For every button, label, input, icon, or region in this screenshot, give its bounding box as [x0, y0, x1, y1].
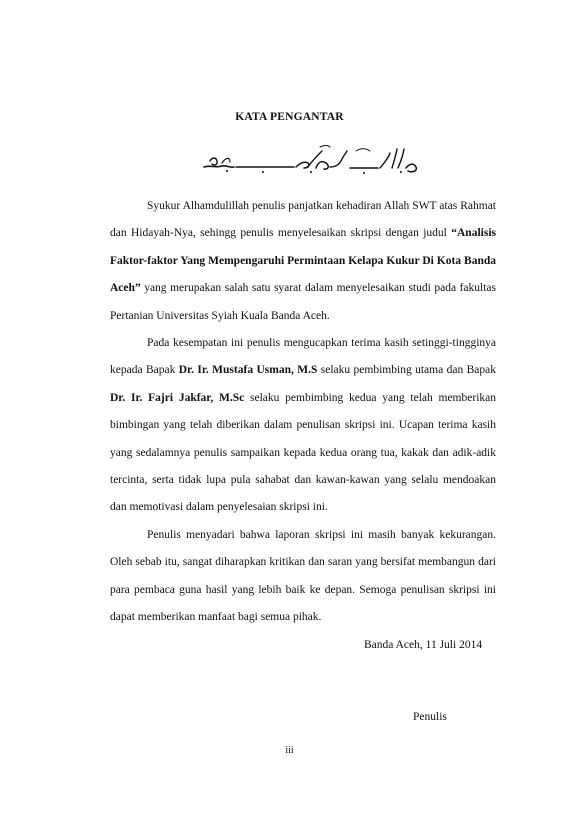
text-run: Penulis menyadari bahwa laporan skripsi ini masih banyak kekurangan. Oleh sebab itu, sangat diharapkan kritikan dan saran yang bersifat membangun dari para pembaca guna hasil yang lebih baik ke depan. Semoga penulisan skripsi ini dapat memberikan manfaat bagi semua pihak. [110, 528, 496, 624]
text-run: selaku pembimbing kedua yang telah memberikan bimbingan yang telah diberikan dalam penulisan skripsi ini. Ucapan terima kasih yang sedalamnya penulis sampaikan kepada kedua orang tua, kakak dan adik-adik tercinta, serta tidak lupa pula sahabat dan kawan-kawan yang selalu mendoakan dan memotivasi dalam penyelesaian skripsi ini. [110, 391, 496, 514]
paragraph [110, 522, 496, 632]
basmala-calligraphy [200, 143, 422, 177]
signer-label: Penulis [413, 711, 447, 723]
paragraph [110, 193, 496, 330]
paragraph [110, 330, 496, 522]
place-date: Banda Aceh, 11 Juli 2014 [364, 639, 483, 651]
supervisor-name: Dr. Ir. Mustafa Usman, M.S [178, 364, 318, 377]
body-text [110, 193, 496, 632]
text-run: selaku pembimbing utama dan Bapak [317, 364, 496, 377]
text-run: Syukur Alhamdulillah penulis panjatkan kehadiran Allah SWT atas Rahmat dan Hidayah-Nya, sehingg penulis menyelesaikan skripsi dengan judul [110, 200, 496, 240]
supervisor-name: Dr. Ir. Fajri Jakfar, M.Sc [110, 391, 245, 404]
page-title: KATA PENGANTAR [235, 111, 344, 123]
thesis-title: “Analisis Faktor-faktor Yang Mempengaruhi Permintaan Kelapa Kukur Di Kota Banda Aceh” [110, 227, 496, 295]
text-run: yang merupakan salah satu syarat dalam menyelesaikan studi pada fakultas Pertanian Universitas Syiah Kuala Banda Aceh. [110, 282, 496, 322]
text-run: Pada kesempatan ini penulis mengucapkan terima kasih setinggi-tingginya kepada Bapak [110, 337, 496, 377]
page-number: iii [285, 745, 294, 756]
